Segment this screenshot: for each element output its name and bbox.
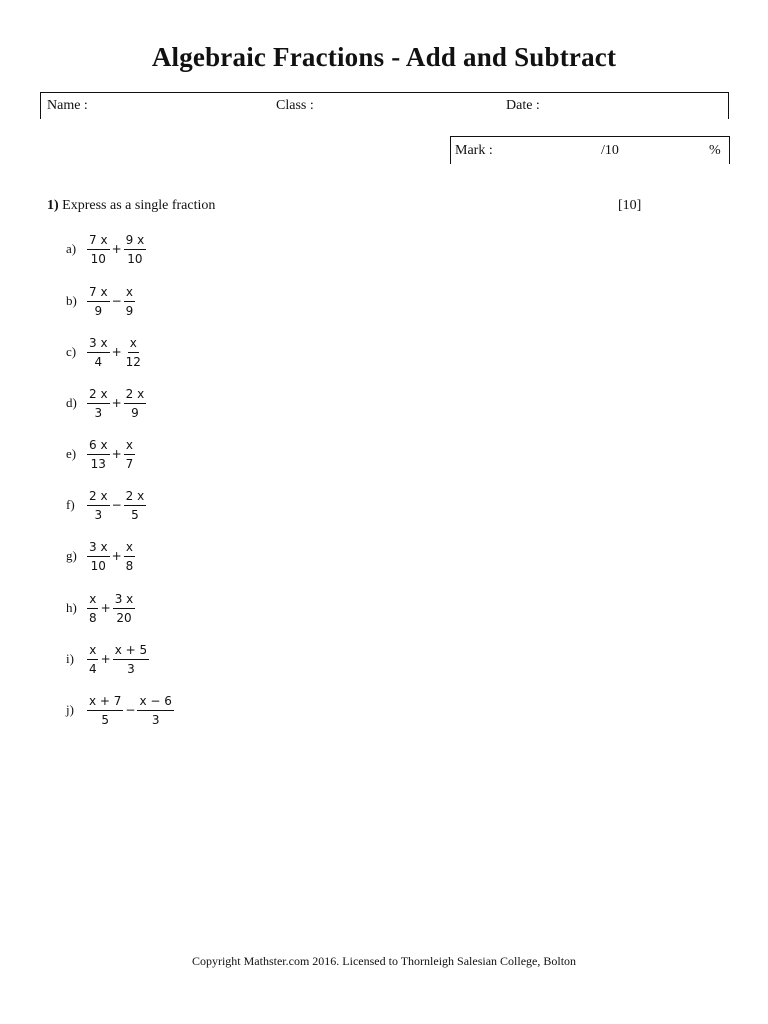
problem-label: j) xyxy=(66,702,74,717)
fraction-1 xyxy=(87,592,99,625)
fraction-expression xyxy=(86,540,136,573)
fraction-expression xyxy=(86,694,175,727)
denominator-2: 10 xyxy=(127,251,143,266)
fraction-expression xyxy=(86,336,144,369)
problem-label: i) xyxy=(66,651,74,666)
operator: + xyxy=(100,601,111,615)
fraction-expression xyxy=(86,438,136,471)
denominator-2: 12 xyxy=(125,354,141,369)
problem-label: b) xyxy=(66,293,77,308)
fraction-2 xyxy=(124,540,136,573)
problem-label: e) xyxy=(66,446,77,461)
denominator-1: 4 xyxy=(89,661,97,676)
question-number: 1) xyxy=(47,198,59,213)
numerator-2: x xyxy=(124,540,135,557)
fraction-1 xyxy=(87,233,110,266)
fraction-expression xyxy=(86,233,147,266)
fraction-1 xyxy=(87,438,110,471)
numerator-2: 3 x xyxy=(113,592,136,609)
numerator-2: 2 x xyxy=(124,387,147,404)
fraction-expression xyxy=(86,489,147,522)
problem-label: c) xyxy=(66,344,77,359)
fraction-1 xyxy=(87,694,123,727)
numerator-1: 2 x xyxy=(87,489,110,506)
denominator-2: 7 xyxy=(125,456,134,471)
denominator-2: 9 xyxy=(125,303,134,318)
student-info-box xyxy=(40,92,729,119)
fraction-1 xyxy=(87,489,110,522)
numerator-1: x + 7 xyxy=(87,694,123,711)
date-label: Date : xyxy=(506,98,540,113)
numerator-1: 2 x xyxy=(87,387,110,404)
fraction-expression xyxy=(86,592,136,625)
operator: + xyxy=(111,396,122,410)
problem-item xyxy=(66,639,150,679)
mark-label: Mark : xyxy=(455,143,493,158)
denominator-2: 8 xyxy=(125,558,134,573)
denominator-1: 9 xyxy=(94,303,103,318)
question-header xyxy=(47,198,215,214)
fraction-2 xyxy=(124,336,143,369)
denominator-1: 8 xyxy=(89,610,97,625)
numerator-1: 3 x xyxy=(87,336,110,353)
fraction-2 xyxy=(137,694,173,727)
fraction-1 xyxy=(87,336,110,369)
fraction-expression xyxy=(86,643,150,676)
mark-out-of: /10 xyxy=(601,143,619,158)
worksheet-title: Algebraic Fractions - Add and Subtract xyxy=(151,42,617,72)
denominator-1: 10 xyxy=(90,251,106,266)
numerator-2: x xyxy=(124,438,135,455)
problem-item xyxy=(66,485,147,525)
problem-item xyxy=(66,536,136,576)
numerator-1: 6 x xyxy=(87,438,110,455)
numerator-2: x + 5 xyxy=(113,643,149,660)
operator: − xyxy=(125,703,136,717)
problem-item xyxy=(66,281,136,321)
numerator-2: 9 x xyxy=(124,233,147,250)
operator: − xyxy=(111,294,122,308)
problem-item xyxy=(66,332,144,372)
problem-label: f) xyxy=(66,497,75,512)
fraction-1 xyxy=(87,387,110,420)
numerator-2: x − 6 xyxy=(137,694,173,711)
denominator-2: 3 xyxy=(151,712,160,727)
question-instruction: Express as a single fraction xyxy=(62,198,216,213)
problem-label: h) xyxy=(66,600,77,615)
problem-item xyxy=(66,588,136,628)
denominator-2: 5 xyxy=(131,507,139,522)
problem-item xyxy=(66,383,147,423)
fraction-expression xyxy=(86,285,136,318)
numerator-2: x xyxy=(124,285,135,302)
problem-item xyxy=(66,690,175,730)
numerator-1: x xyxy=(87,592,98,609)
operator: + xyxy=(111,549,122,563)
numerator-1: 7 x xyxy=(87,285,110,302)
fraction-2 xyxy=(124,285,136,318)
fraction-1 xyxy=(87,643,99,676)
question-marks: [10] xyxy=(618,198,642,213)
problem-label: g) xyxy=(66,548,77,563)
fraction-2 xyxy=(124,387,147,420)
denominator-1: 3 xyxy=(94,507,103,522)
denominator-1: 3 xyxy=(94,405,103,420)
denominator-2: 9 xyxy=(131,405,139,420)
operator: + xyxy=(111,345,122,359)
fraction-2 xyxy=(124,233,147,266)
denominator-1: 13 xyxy=(90,456,106,471)
fraction-expression xyxy=(86,387,147,420)
operator: + xyxy=(100,652,111,666)
numerator-1: x xyxy=(87,643,98,660)
numerator-2: x xyxy=(128,336,139,353)
copyright-footer: Copyright Mathster.com 2016. Licensed to Thornleigh Salesian College, Bolton xyxy=(191,954,577,968)
numerator-1: 7 x xyxy=(87,233,110,250)
denominator-1: 4 xyxy=(94,354,103,369)
problem-item xyxy=(66,434,136,474)
numerator-1: 3 x xyxy=(87,540,110,557)
fraction-2 xyxy=(124,438,136,471)
operator: + xyxy=(111,447,122,461)
operator: + xyxy=(111,242,122,256)
fraction-2 xyxy=(113,592,136,625)
denominator-2: 20 xyxy=(116,610,132,625)
operator: − xyxy=(111,498,122,512)
mark-percent: % xyxy=(709,143,721,158)
fraction-1 xyxy=(87,540,110,573)
class-label: Class : xyxy=(276,98,314,113)
problem-label: a) xyxy=(66,241,77,256)
problem-item xyxy=(66,229,147,269)
denominator-1: 5 xyxy=(101,712,110,727)
denominator-2: 3 xyxy=(127,661,135,676)
fraction-2 xyxy=(113,643,149,676)
problem-label: d) xyxy=(66,395,77,410)
name-label: Name : xyxy=(47,98,88,113)
denominator-1: 10 xyxy=(90,558,106,573)
numerator-2: 2 x xyxy=(124,489,147,506)
fraction-1 xyxy=(87,285,110,318)
fraction-2 xyxy=(124,489,147,522)
mark-box xyxy=(450,136,730,164)
